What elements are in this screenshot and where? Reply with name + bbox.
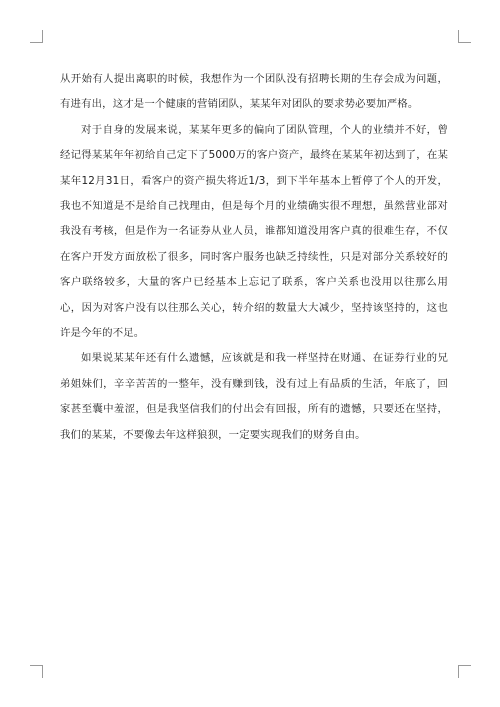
paragraph-2: 对于自身的发展来说，某某年更多的偏向了团队管理，个人的业绩并不好，曾经记得某某年年初给自己定下了5000万的客户资产，最终在某某年初达到了，在某某年12月31日，看客户的资产损失将近1/3，到下半年基本上暂停了个人的开发，我也不知道是不是给自己找理由，但是每个月的业绩确实很不理想，虽然营业部对我没有考核，但是作为一名证券从业人员，谁都知道没用客户真的很难生存，不仅在客户开发方面放松了很多，同时客户服务也缺乏持续性，只是对部分关系较好的客户联络较多，大量的客户已经基本上忘记了联系，客户关系也没用以往那么用心，因为对客户没有以往那么关心，转介绍的数量大大减少，坚持该坚持的，这也许是今年的不足。 <box>60 123 448 340</box>
crop-mark-bottom-right <box>458 665 471 678</box>
document-body <box>60 67 448 448</box>
crop-mark-bottom-left <box>30 665 43 678</box>
crop-mark-top-left <box>30 30 43 43</box>
paragraph-3: 如果说某某年还有什么遗憾，应该就是和我一样坚持在财通、在证券行业的兄弟姐妹们，辛辛苦苦的一整年，没有赚到钱，没有过上有品质的生活，年底了，回家甚至囊中羞涩，但是我坚信我们的付出会有回报，所有的遗憾，只要还在坚持，我们的某某，不要像去年这样狼狈，一定要实现我们的财务自由。 <box>60 352 448 441</box>
paragraph-1: 从开始有人提出离职的时候，我想作为一个团队没有招聘长期的生存会成为问题，有进有出，这才是一个健康的营销团队，某某年对团队的要求势必要加严格。 <box>60 73 448 111</box>
crop-mark-top-right <box>458 30 471 43</box>
